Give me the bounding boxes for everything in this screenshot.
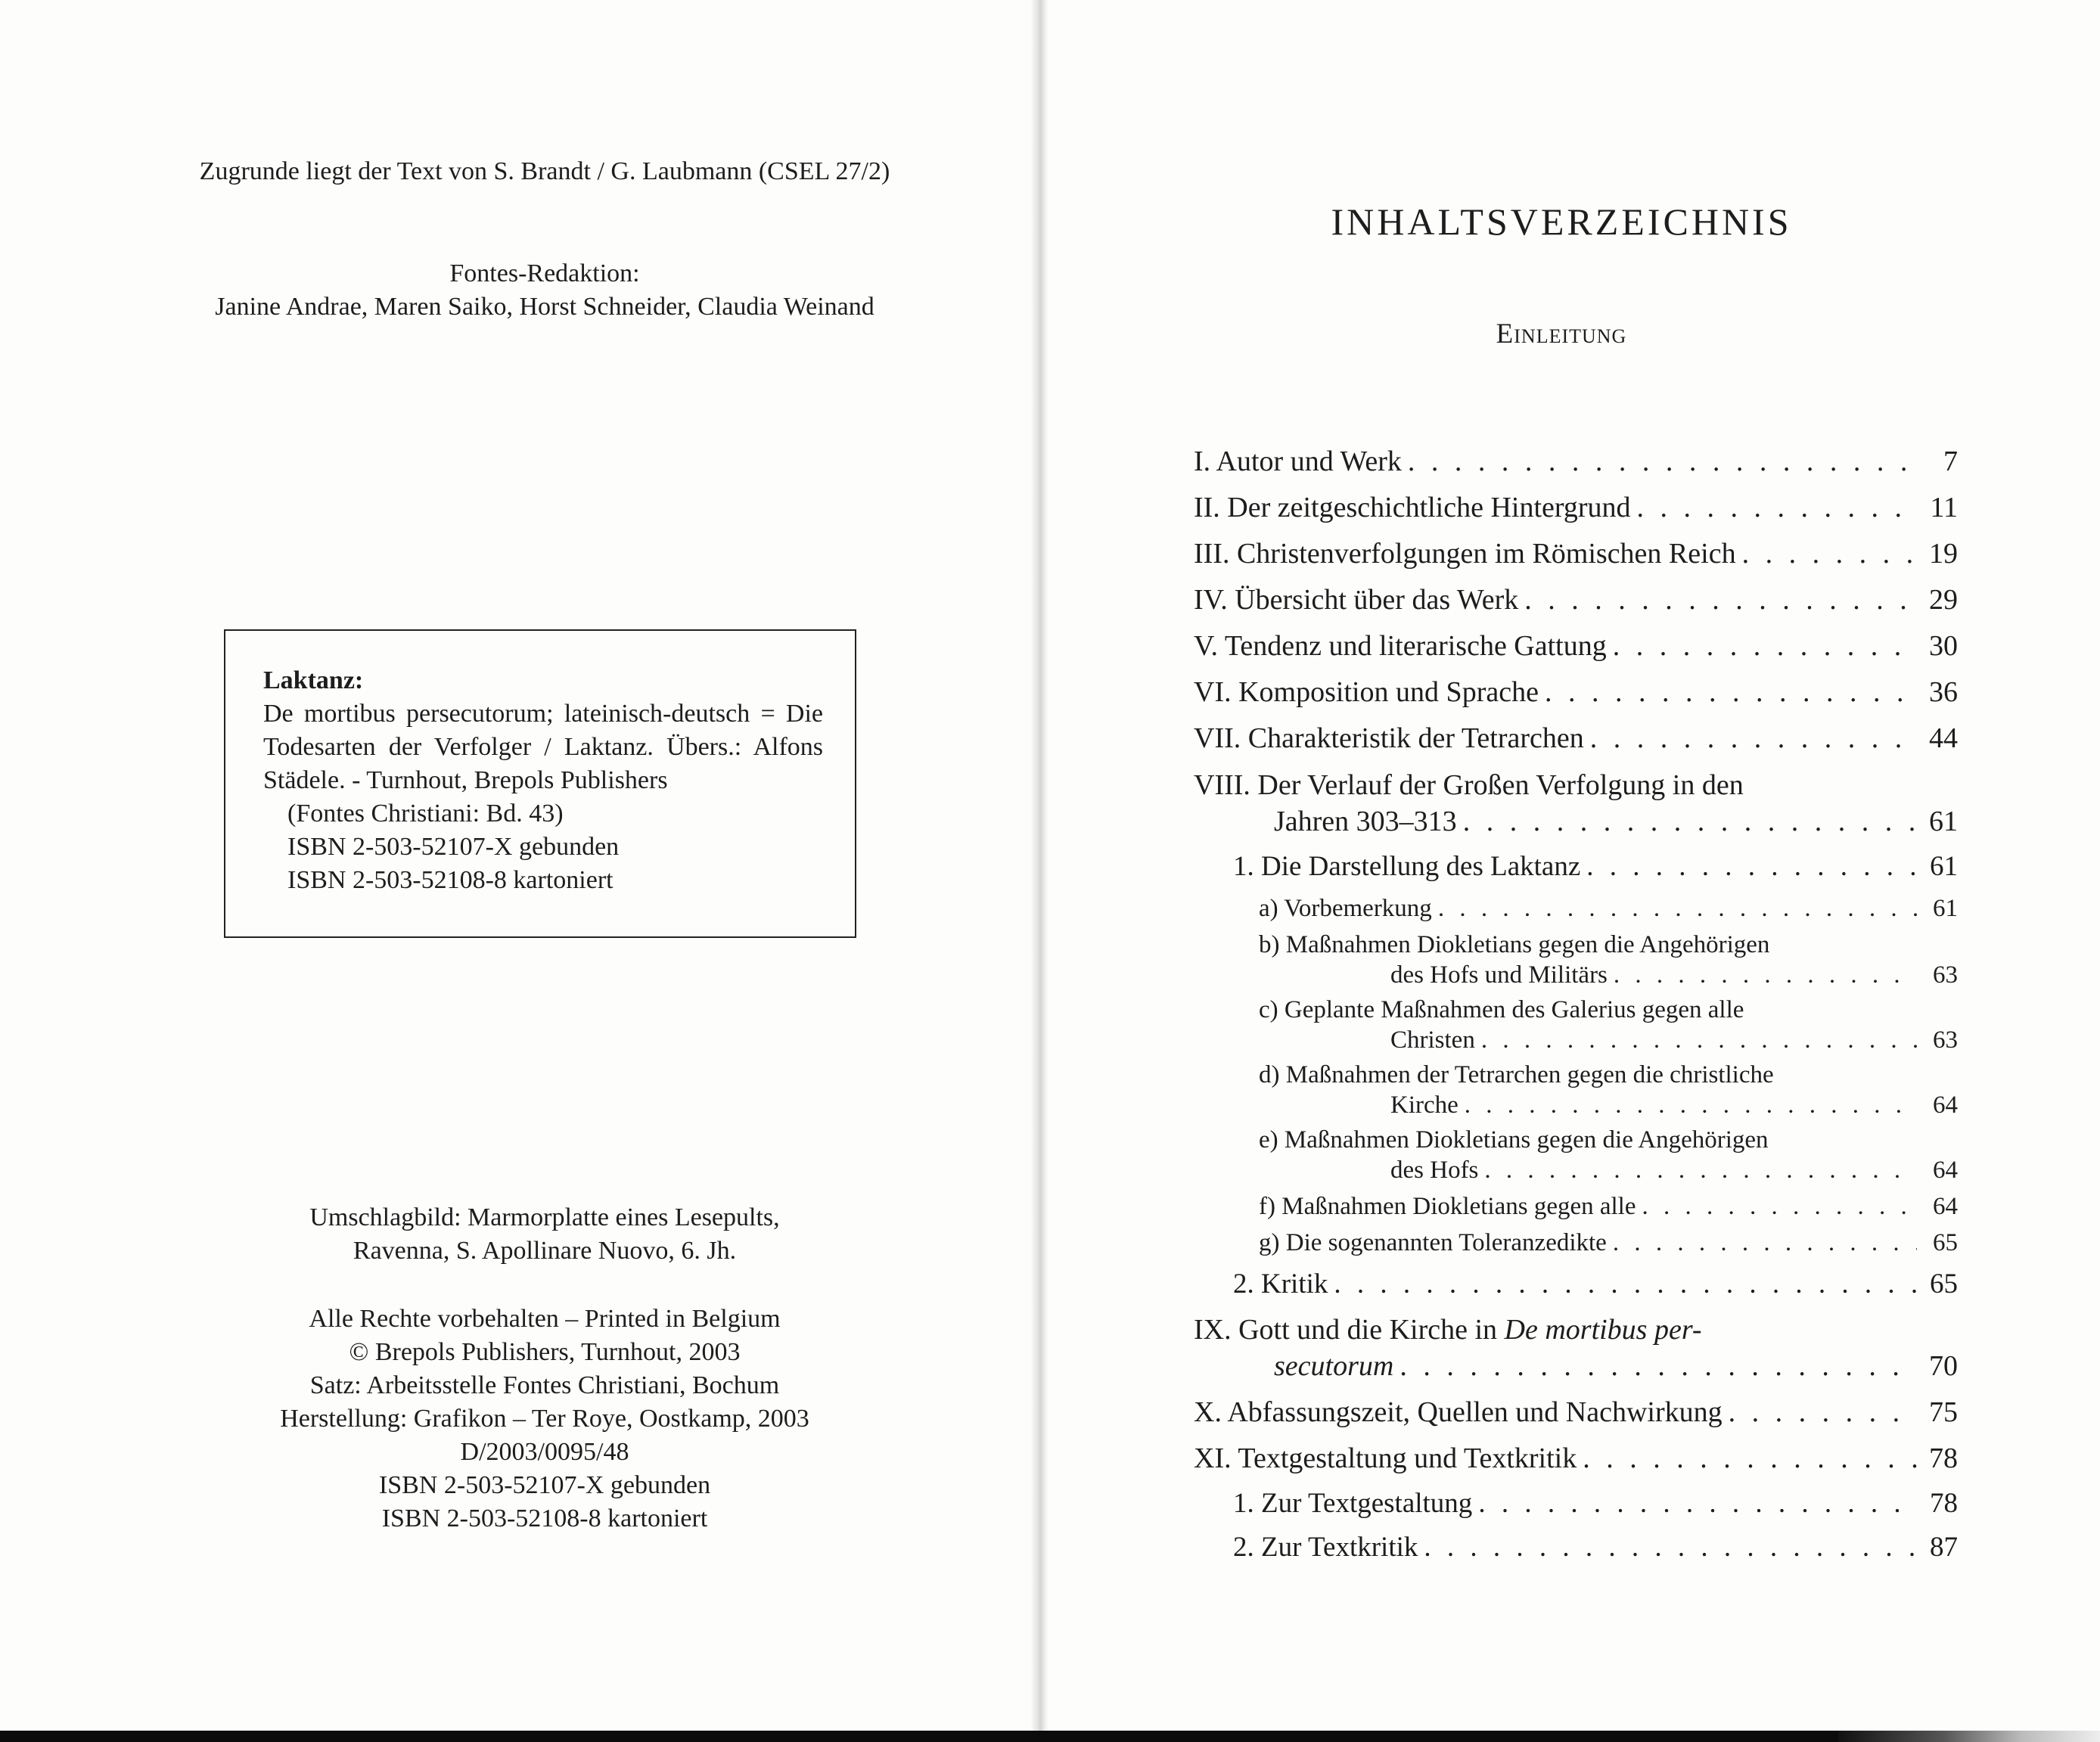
text-basis-note: Zugrunde liegt der Text von S. Brandt / G. Laubmann (CSEL 27/2) <box>199 157 890 185</box>
toc-page-number: 63 <box>1933 1026 1958 1054</box>
toc-label: VI. Komposition und Sprache <box>1194 676 1539 708</box>
toc-label: IV. Übersicht über das Werk <box>1194 584 1519 616</box>
imprint-line: © Brepols Publishers, Turnhout, 2003 <box>349 1338 741 1366</box>
toc-label: 1. Zur Textgestaltung <box>1233 1488 1473 1519</box>
toc-page-number: 75 <box>1929 1396 1958 1428</box>
toc-label-continuation <box>1274 1348 1393 1384</box>
toc-leader-dots <box>1631 485 1917 531</box>
toc-leader-dots <box>1607 1226 1917 1259</box>
imprint-line: Herstellung: Grafikon – Ter Roye, Oostkamp, 2003 <box>280 1405 809 1433</box>
editorial-names: Janine Andrae, Maren Saiko, Horst Schneider, Claudia Weinand <box>215 293 874 321</box>
toc-entry <box>1194 1390 1958 1436</box>
imprint-line: ISBN 2-503-52108-8 kartoniert <box>381 1504 708 1532</box>
toc-leader-dots <box>1539 669 1917 716</box>
toc-leader-dots <box>1475 1025 1917 1055</box>
toc-entry <box>1194 1190 1958 1223</box>
toc-label-continuation: Christen <box>1390 1026 1475 1054</box>
toc-entry <box>1194 845 1958 889</box>
toc-page-number: 7 <box>1943 446 1958 477</box>
toc-page-number: 64 <box>1933 1157 1958 1184</box>
toc-label: 2. Zur Textkritik <box>1233 1532 1418 1563</box>
toc-leader-dots <box>1328 1262 1917 1306</box>
toc-entry <box>1194 623 1958 669</box>
toc-page-number: 29 <box>1929 584 1958 616</box>
cover-image-line: Ravenna, S. Apollinare Nuovo, 6. Jh. <box>353 1237 737 1265</box>
toc-entry <box>1194 485 1958 531</box>
toc-entry <box>1194 577 1958 623</box>
toc-label-italic-title: De mortibus per- <box>1504 1314 1702 1346</box>
toc-page-number: 64 <box>1933 1193 1958 1220</box>
toc-entry <box>1194 716 1958 762</box>
toc-entry <box>1194 531 1958 577</box>
toc-page-number: 19 <box>1929 538 1958 570</box>
toc-leader-dots <box>1459 1090 1917 1120</box>
toc-label: I. Autor und Werk <box>1194 446 1402 477</box>
toc-entry <box>1194 1526 1958 1570</box>
toc-page-number: 61 <box>1933 895 1958 922</box>
toc-label-roman: IX. Gott und die Kirche in <box>1194 1314 1498 1346</box>
toc-entry <box>1194 1436 1958 1482</box>
imprint-line: Alle Rechte vorbehalten – Printed in Belgium <box>309 1305 781 1333</box>
toc-page-number: 61 <box>1929 806 1958 837</box>
toc-leader-dots <box>1402 439 1917 485</box>
scan-edge-fade <box>1838 1731 2100 1742</box>
toc-page-number: 64 <box>1933 1091 1958 1119</box>
toc-entry <box>1194 1312 1958 1384</box>
imprint-block <box>0 1303 1089 1536</box>
cip-isbn-hardcover: ISBN 2-503-52107-X gebunden <box>287 833 620 861</box>
toc-leader-dots <box>1577 1436 1917 1482</box>
toc-page-number: 65 <box>1933 1229 1958 1256</box>
toc-page-number: 87 <box>1930 1532 1958 1563</box>
cip-isbn-paperback: ISBN 2-503-52108-8 kartoniert <box>287 866 614 894</box>
toc-page-number: 44 <box>1929 722 1958 754</box>
toc-label: b) Maßnahmen Diokletians gegen die Angehörigen <box>1259 931 1770 958</box>
toc-entry <box>1194 930 1958 990</box>
toc-label: d) Maßnahmen der Tetrarchen gegen die christliche <box>1259 1061 1774 1088</box>
toc-label <box>1194 1312 1702 1348</box>
toc-entry <box>1194 1262 1958 1306</box>
toc-entry <box>1194 995 1958 1055</box>
imprint-line: D/2003/0095/48 <box>460 1438 629 1466</box>
toc-leader-dots <box>1393 1348 1917 1384</box>
toc-page-number: 36 <box>1929 676 1958 708</box>
toc-leader-dots <box>1457 803 1917 840</box>
toc-page-number: 78 <box>1930 1488 1958 1519</box>
toc-page-number: 61 <box>1930 851 1958 882</box>
toc-label: X. Abfassungszeit, Quellen und Nachwirkung <box>1194 1396 1723 1428</box>
toc-label: XI. Textgestaltung und Textkritik <box>1194 1442 1577 1474</box>
toc-page-number: 65 <box>1930 1268 1958 1300</box>
toc-entry <box>1194 1226 1958 1259</box>
toc-leader-dots <box>1608 960 1917 990</box>
cover-image-credit <box>0 1201 1089 1268</box>
editorial-credits <box>0 257 1089 324</box>
cip-record-box <box>224 629 856 938</box>
toc-label: g) Die sogenannten Toleranzedikte <box>1259 1229 1607 1256</box>
imprint-line: ISBN 2-503-52107-X gebunden <box>378 1471 711 1499</box>
toc-label-continuation: Kirche <box>1390 1091 1459 1119</box>
toc-leader-dots <box>1472 1482 1917 1526</box>
toc-entry <box>1194 892 1958 925</box>
toc-label-continuation: des Hofs und Militärs <box>1390 961 1608 989</box>
table-of-contents <box>1194 439 1958 1570</box>
toc-label: 1. Die Darstellung des Laktanz <box>1233 851 1581 882</box>
cip-body: De mortibus persecutorum; lateinisch-deutsch = Die Todesarten der Verfolger / Laktanz. Übers.: Alfons Städele. - Turnhout, Brepols Publishers <box>263 700 823 794</box>
toc-label: a) Vorbemerkung <box>1259 895 1432 922</box>
toc-label: III. Christenverfolgungen im Römischen Reich <box>1194 538 1736 570</box>
toc-label: II. Der zeitgeschichtliche Hintergrund <box>1194 492 1631 523</box>
imprint-line: Satz: Arbeitsstelle Fontes Christiani, Bochum <box>309 1371 780 1399</box>
toc-entry <box>1194 1060 1958 1120</box>
toc-label: c) Geplante Maßnahmen des Galerius gegen alle <box>1259 996 1744 1023</box>
toc-label: f) Maßnahmen Diokletians gegen alle <box>1259 1193 1636 1220</box>
toc-label: VIII. Der Verlauf der Großen Verfolgung in den <box>1194 769 1744 801</box>
toc-leader-dots <box>1607 623 1917 669</box>
scan-bottom-edge <box>0 1731 2100 1742</box>
toc-entry <box>1194 669 1958 716</box>
toc-leader-dots <box>1736 531 1917 577</box>
toc-entry <box>1194 439 1958 485</box>
cover-image-line: Umschlagbild: Marmorplatte eines Lesepults, <box>309 1203 780 1231</box>
toc-page-number: 70 <box>1929 1350 1958 1382</box>
toc-entry <box>1194 767 1958 840</box>
toc-page-number: 11 <box>1930 492 1958 523</box>
toc-leader-dots <box>1580 845 1917 889</box>
cip-series: (Fontes Christiani: Bd. 43) <box>287 800 564 828</box>
toc-label: e) Maßnahmen Diokletians gegen die Angehörigen <box>1259 1126 1769 1154</box>
toc-leader-dots <box>1636 1190 1918 1223</box>
toc-label-continuation: Jahren 303–313 <box>1274 806 1457 837</box>
toc-leader-dots <box>1584 716 1917 762</box>
toc-label: VII. Charakteristik der Tetrarchen <box>1194 722 1584 754</box>
toc-leader-dots <box>1418 1526 1917 1570</box>
toc-page-number: 78 <box>1929 1442 1958 1474</box>
editorial-label: Fontes-Redaktion: <box>449 259 640 287</box>
toc-page-number: 30 <box>1929 630 1958 662</box>
toc-leader-dots <box>1432 892 1917 925</box>
toc-entry <box>1194 1482 1958 1526</box>
toc-page-number: 63 <box>1933 961 1958 989</box>
toc-label-continuation: des Hofs <box>1390 1157 1479 1184</box>
toc-leader-dots <box>1518 577 1917 623</box>
toc-label-italic-title: secutorum <box>1274 1350 1394 1382</box>
toc-label: 2. Kritik <box>1233 1268 1328 1300</box>
toc-leader-dots <box>1723 1390 1917 1436</box>
toc-leader-dots <box>1478 1155 1917 1185</box>
toc-entry <box>1194 1125 1958 1185</box>
toc-label: V. Tendenz und literarische Gattung <box>1194 630 1607 662</box>
toc-heading: INHALTSVERZEICHNIS <box>1331 200 1792 243</box>
cip-title: Laktanz: <box>263 666 364 694</box>
section-title: Einleitung <box>1496 318 1627 349</box>
